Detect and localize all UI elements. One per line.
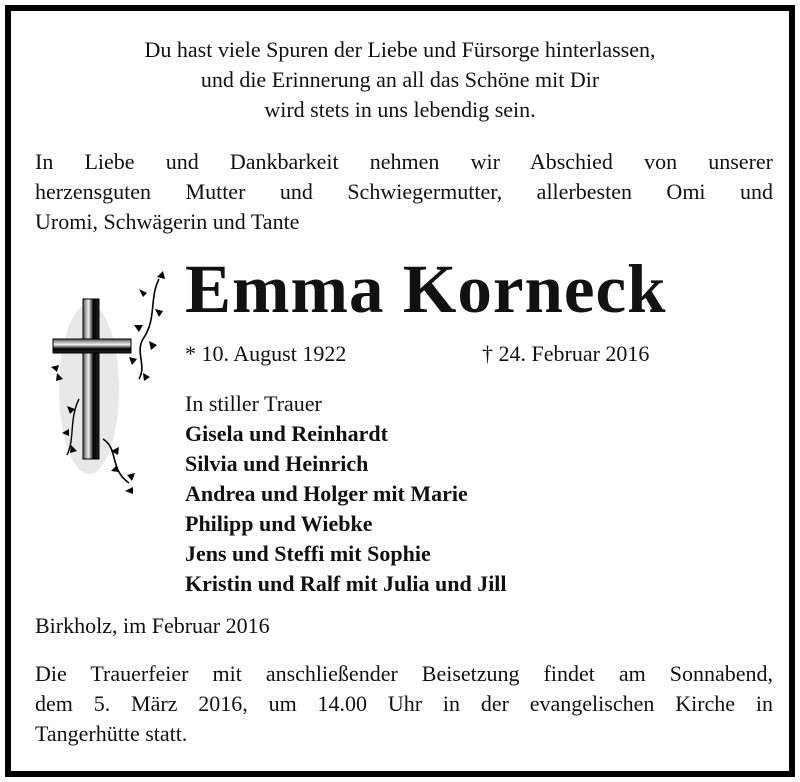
mourners-list — [185, 389, 507, 599]
memorial-poem — [11, 35, 789, 125]
mourners-lead: In stiller Trauer — [185, 391, 322, 416]
poem-line: Du hast viele Spuren der Liebe und Fürsorge hinterlassen, — [144, 37, 656, 62]
mourner-family: Gisela und Reinhardt — [185, 421, 388, 446]
place-and-date: Birkholz, im Februar 2016 — [35, 613, 270, 638]
funeral-line: Die Trauerfeier mit anschließender Beisetzung findet am Sonnabend, — [35, 661, 773, 686]
funeral-line: dem 5. März 2016, um 14.00 Uhr in der evangelischen Kirche in — [35, 691, 773, 716]
poem-line: und die Erinnerung an all das Schöne mit Dir — [200, 67, 600, 92]
poem-line: wird stets in uns lebendig sein. — [264, 97, 536, 122]
funeral-details — [35, 659, 773, 749]
mourner-family: Philipp und Wiebke — [185, 511, 373, 536]
birth-date: * 10. August 1922 — [185, 341, 347, 366]
deceased-name: Emma Korneck — [185, 251, 667, 327]
mourner-family: Jens und Steffi mit Sophie — [185, 541, 431, 566]
obituary-frame — [5, 5, 795, 777]
intro-line: herzensguten Mutter und Schwiegermutter, allerbesten Omi und — [35, 179, 773, 204]
intro-paragraph — [35, 147, 773, 237]
intro-line: Uromi, Schwägerin und Tante — [35, 209, 300, 234]
cross-with-ivy-icon — [39, 269, 165, 499]
mourner-family: Silvia und Heinrich — [185, 451, 369, 476]
intro-line: In Liebe und Dankbarkeit nehmen wir Abschied von unserer — [35, 149, 773, 174]
funeral-line: Tangerhütte statt. — [35, 721, 188, 746]
mourner-family: Kristin und Ralf mit Julia und Jill — [185, 571, 507, 596]
death-date: † 24. Februar 2016 — [482, 341, 650, 366]
mourner-family: Andrea und Holger mit Marie — [185, 481, 468, 506]
